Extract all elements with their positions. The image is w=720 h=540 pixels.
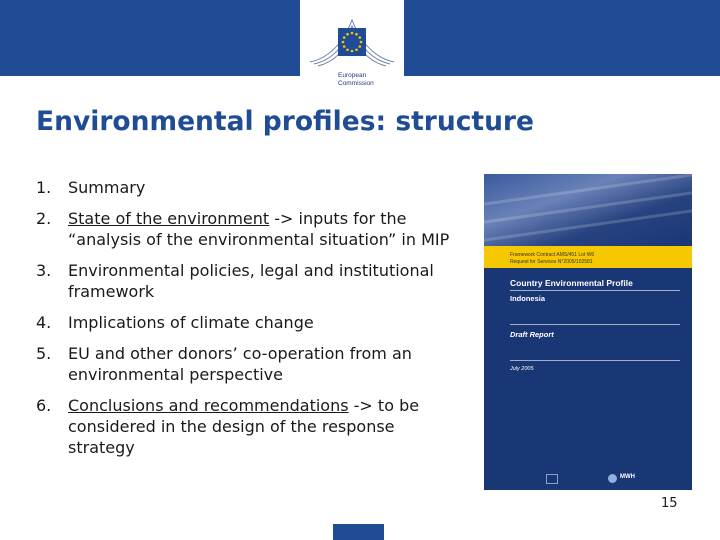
list-text: -> to be considered in the design of the response strategy [68,396,420,457]
structure-list [36,177,466,468]
list-item-2 [36,208,466,250]
cover-publisher: MWH [620,474,635,480]
logo-line-european: European [338,72,367,79]
list-number: 2. [36,209,52,228]
logo-text [338,72,374,88]
cover-title: Country Environmental Profile [510,278,633,288]
list-item-1 [36,177,466,198]
cover-contract-line-1: Framework Contract AMS/451 Lot W6 [510,252,595,258]
eu-emblem-icon [546,474,558,484]
logo-line-commission: Commission [338,80,374,87]
cover-date: July 2005 [510,366,534,372]
cover-contract-line-2: Request for Services N°2005/102581 [510,259,593,265]
list-item-4 [36,312,466,333]
commission-building-icon [308,12,396,70]
footer-bar [333,524,384,540]
list-text: Implications of climate change [68,313,314,332]
list-text: -> inputs for the “analysis of the environmental situation” in MIP [68,209,450,249]
report-cover-image [484,174,692,490]
list-text: Summary [68,178,146,197]
list-item-3 [36,260,466,302]
list-number: 3. [36,261,52,280]
slide-title: Environmental profiles: structure [36,106,534,137]
cover-country: Indonesia [510,294,546,303]
cover-divider [510,290,680,291]
list-number: 4. [36,313,52,332]
list-item-6 [36,395,466,458]
list-link-conclusions[interactable]: Conclusions and recommendations [68,396,349,415]
european-commission-logo [300,0,404,100]
mwh-logo-icon [608,474,617,483]
list-number: 5. [36,344,52,363]
cover-divider [510,360,680,361]
page-number: 15 [661,496,678,511]
list-text: EU and other donors’ co-operation from an environmental perspective [68,344,412,384]
list-link-state-of-environment[interactable]: State of the environment [68,209,270,228]
list-number: 6. [36,396,52,415]
list-number: 1. [36,178,52,197]
cover-report-type: Draft Report [510,330,554,339]
list-item-5 [36,343,466,385]
list-text: Environmental policies, legal and institutional framework [68,261,434,301]
cover-divider [510,324,680,325]
